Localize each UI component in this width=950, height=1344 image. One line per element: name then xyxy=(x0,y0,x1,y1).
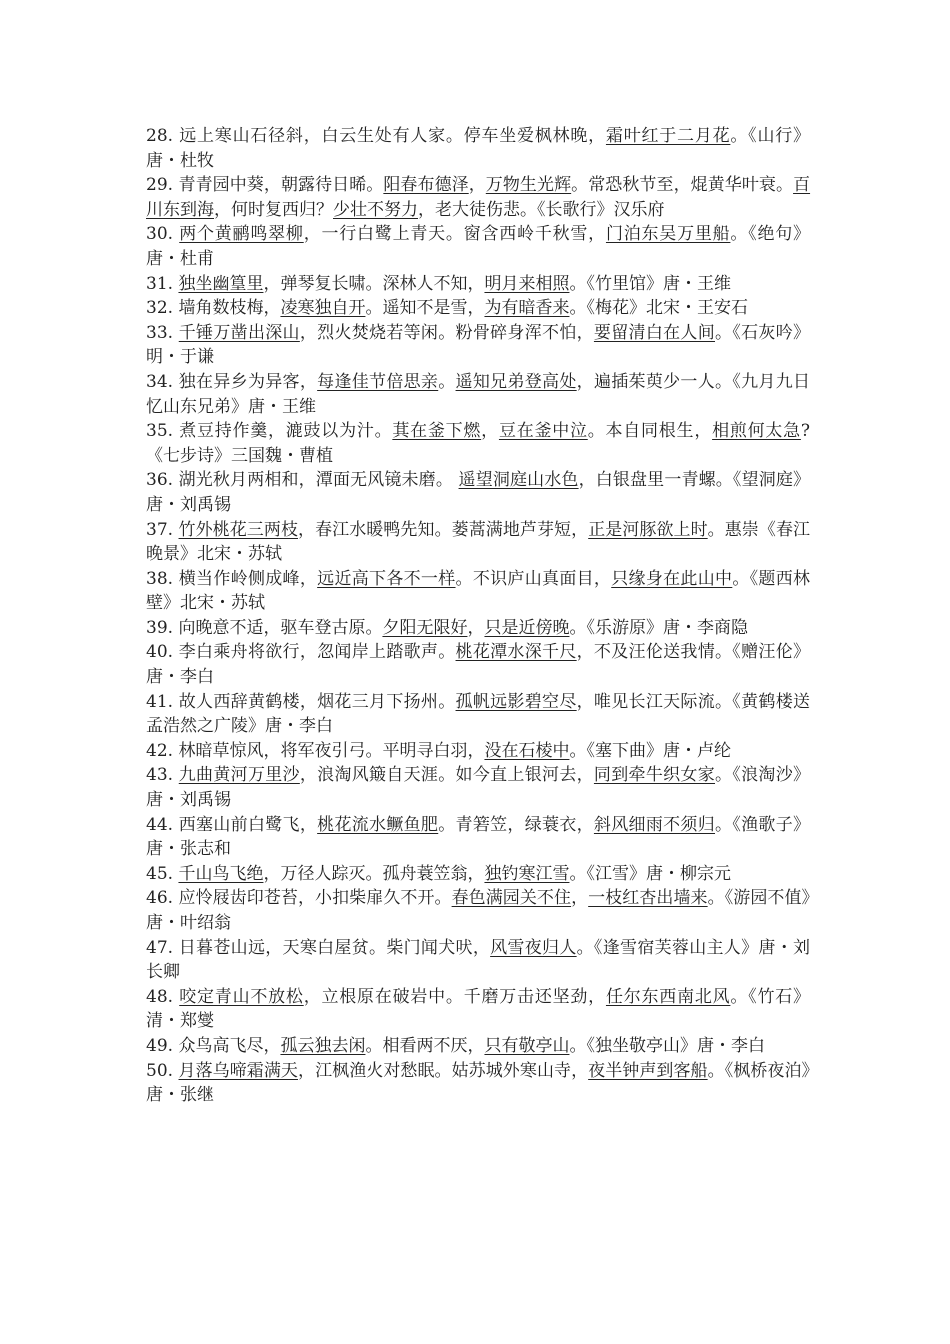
poem-number-dot: . xyxy=(167,937,179,958)
poem-entry xyxy=(146,1034,810,1059)
poem-text: 。《江雪》唐・柳宗元 xyxy=(569,863,731,884)
underlined-verse: 明月来相照 xyxy=(484,273,570,294)
underlined-verse: 只是近傍晚 xyxy=(484,617,570,638)
poem-text: 。惠崇《春江晚景》北宋・苏轼 xyxy=(146,519,811,565)
poem-text: ，遍插茱萸少一人。《九月九日忆山东兄弟》唐・王维 xyxy=(146,371,811,417)
poem-entry xyxy=(146,419,810,468)
poem-text: 煮豆持作羹，漉豉以为汁。 xyxy=(179,421,393,442)
poem-entry xyxy=(146,763,810,812)
underlined-verse: 月落乌啼霜满天 xyxy=(178,1060,298,1081)
poem-number-dot: . xyxy=(167,322,179,343)
poem-number-dot: . xyxy=(167,421,180,442)
poem-text: 墙角数枝梅， xyxy=(178,298,281,319)
poem-text: ，江枫渔火对愁眠。姑苏城外寒山寺， xyxy=(298,1060,589,1081)
poem-number-dot: . xyxy=(167,175,179,196)
poem-text: ， xyxy=(468,175,486,196)
poem-text: ，弹琴复长啸。深林人不知， xyxy=(263,273,485,294)
poem-text: 。《独坐敬亭山》唐・李白 xyxy=(569,1035,765,1056)
poem-number-dot: . xyxy=(167,1035,179,1056)
poem-entry xyxy=(146,690,810,739)
poem-entry xyxy=(146,862,810,887)
poem-number: 46 xyxy=(146,888,168,909)
poem-entry xyxy=(146,886,810,935)
poem-entry xyxy=(146,222,810,271)
poem-text: ， xyxy=(571,888,589,909)
poem-text: 。常恐秋节至，焜黄华叶衰。 xyxy=(571,175,794,196)
poem-text: ， xyxy=(481,421,499,442)
poem-number: 48 xyxy=(146,986,168,1007)
poem-entry xyxy=(146,296,810,321)
poem-entry xyxy=(146,370,810,419)
poem-number-dot: . xyxy=(167,814,179,835)
underlined-verse: 独坐幽篁里 xyxy=(178,273,264,294)
underlined-verse: 遥望洞庭山水色 xyxy=(458,470,579,491)
poem-text: 。《浪淘沙》唐・刘禹锡 xyxy=(146,765,811,811)
poem-number-dot: . xyxy=(167,1060,179,1081)
poem-number: 40 xyxy=(146,642,168,663)
poem-text: 。青箬笠，绿蓑衣， xyxy=(438,814,594,835)
underlined-verse: 阳春布德泽 xyxy=(383,175,469,196)
underlined-verse: 每逢佳节倍思亲 xyxy=(317,371,439,392)
underlined-verse: 咬定青山不放松 xyxy=(179,986,304,1007)
poem-text: 独在异乡为异客， xyxy=(178,371,318,392)
poem-text: ，万径人踪灭。孤舟蓑笠翁， xyxy=(263,863,485,884)
poem-entry xyxy=(146,813,810,862)
poem-text: 。《竹石》清・郑燮 xyxy=(146,986,811,1032)
underlined-verse: 斜风细雨不须归 xyxy=(593,814,716,835)
poem-text: 。《梅花》北宋・王安石 xyxy=(569,298,748,319)
poem-entry xyxy=(146,518,810,567)
underlined-verse: 夜半钟声到客船 xyxy=(588,1060,708,1081)
poem-entry xyxy=(146,739,810,764)
poem-text: ，烈火焚烧若等闲。粉骨碎身浑不怕， xyxy=(299,322,594,343)
poem-entry xyxy=(146,936,810,985)
poem-number-dot: . xyxy=(167,568,179,589)
poem-text: 故人西辞黄鹤楼，烟花三月下扬州。 xyxy=(178,691,456,712)
poem-text: 。《山行》唐・杜牧 xyxy=(146,126,811,171)
underlined-verse: 相煎何太急 xyxy=(712,421,801,442)
poem-number-dot: . xyxy=(167,371,179,392)
poem-number: 41 xyxy=(146,691,168,712)
poem-text: 。《塞下曲》唐・卢纶 xyxy=(569,740,731,761)
poem-list xyxy=(146,124,810,1108)
underlined-verse: 只有敬亭山 xyxy=(484,1035,570,1056)
underlined-verse: 凌寒独自开 xyxy=(280,298,366,319)
poem-text: ，一行白鹭上青天。窗含西岭千秋雪， xyxy=(303,224,606,245)
underlined-verse: 夕阳无限好 xyxy=(382,617,468,638)
underlined-verse: 正是河豚欲上时 xyxy=(588,519,708,540)
underlined-verse: 遥知兄弟登高处 xyxy=(455,371,577,392)
poem-entry xyxy=(146,272,810,297)
underlined-verse: 为有暗香来 xyxy=(484,298,570,319)
poem-number-dot: . xyxy=(167,470,179,491)
poem-entry xyxy=(146,321,810,370)
poem-number-dot: . xyxy=(167,224,180,245)
poem-text: 。《渔歌子》唐・张志和 xyxy=(146,814,811,860)
poem-text: 。本自同根生， xyxy=(587,421,713,442)
poem-text: 日暮苍山远，天寒白屋贫。柴门闻犬吠， xyxy=(178,937,491,958)
underlined-verse: 萁在釜下燃 xyxy=(392,421,482,442)
poem-entry xyxy=(146,468,810,517)
poem-number: 31 xyxy=(146,273,168,294)
poem-number-dot: . xyxy=(167,126,180,146)
underlined-verse: 一枝红杏出墙来 xyxy=(588,888,708,909)
poem-text: ，春江水暖鸭先知。蒌蒿满地芦芽短， xyxy=(298,519,589,540)
poem-number-dot: . xyxy=(167,986,180,1007)
poem-number: 35 xyxy=(146,421,168,442)
poem-text: 远上寒山石径斜，白云生处有人家。停车坐爱枫林晚， xyxy=(179,126,606,146)
underlined-verse: 远近高下各不一样 xyxy=(317,568,456,589)
poem-text: ，不及汪伦送我情。《赠汪伦》唐・李白 xyxy=(146,642,811,688)
poem-entry xyxy=(146,124,810,173)
poem-entry xyxy=(146,616,810,641)
underlined-verse: 要留清白在人间 xyxy=(593,322,716,343)
poem-number: 49 xyxy=(146,1035,168,1056)
underlined-verse: 桃花潭水深千尺 xyxy=(455,642,577,663)
underlined-verse: 孤云独去闲 xyxy=(280,1035,366,1056)
underlined-verse: 百川东到海 xyxy=(146,175,811,220)
poem-number: 29 xyxy=(146,175,168,196)
poem-text: 。《绝句》唐・杜甫 xyxy=(146,224,811,269)
poem-number: 36 xyxy=(146,470,168,491)
underlined-verse: 门泊东吴万里船 xyxy=(605,224,731,245)
underlined-verse: 春色满园关不住 xyxy=(451,888,572,909)
poem-text: 。 xyxy=(438,371,456,392)
poem-entry xyxy=(146,173,810,222)
poem-text: 西塞山前白鹭飞， xyxy=(178,814,318,835)
poem-text: 。《石灰吟》明・于谦 xyxy=(146,322,811,368)
poem-number-dot: . xyxy=(167,765,179,786)
poem-text: 。《逢雪宿芙蓉山主人》唐・刘长卿 xyxy=(146,937,811,983)
underlined-verse: 千锤万凿出深山 xyxy=(178,322,300,343)
poem-entry xyxy=(146,1059,810,1108)
poem-text: 。《游园不值》唐・叶绍翁 xyxy=(146,888,811,933)
poem-text: ?《七步诗》三国魏・曹植 xyxy=(146,421,811,466)
underlined-verse: 九曲黄河万里沙 xyxy=(178,765,300,786)
underlined-verse: 少壮不努力 xyxy=(333,199,418,220)
poem-number: 47 xyxy=(146,937,168,958)
poem-text: 横当作岭侧成峰， xyxy=(178,568,318,589)
poem-number: 30 xyxy=(146,224,168,245)
poem-text: 向晚意不适，驱车登古原。 xyxy=(178,617,383,638)
underlined-verse: 只缘身在此山中 xyxy=(611,568,733,589)
poem-text: ，老大徒伤悲。《长歌行》汉乐府 xyxy=(418,199,665,220)
underlined-verse: 同到牵牛织女家 xyxy=(593,765,716,786)
poem-text: 。遥知不是雪， xyxy=(365,298,485,319)
poem-number: 37 xyxy=(146,519,168,540)
poem-text: 众鸟高飞尽， xyxy=(178,1035,281,1056)
poem-number-dot: . xyxy=(167,691,179,712)
poem-number: 32 xyxy=(146,298,168,319)
underlined-verse: 桃花流水鳜鱼肥 xyxy=(317,814,439,835)
poem-text: 。《枫桥夜泊》唐・张继 xyxy=(146,1060,811,1106)
poem-entry xyxy=(146,640,810,689)
underlined-verse: 风雪夜归人 xyxy=(490,937,577,958)
poem-number: 39 xyxy=(146,617,168,638)
poem-text: 林暗草惊风，将军夜引弓。平明寻白羽， xyxy=(178,740,485,761)
poem-text: 。《题西林壁》北宋・苏轼 xyxy=(146,568,811,614)
poem-number-dot: . xyxy=(167,273,179,294)
poem-number-dot: . xyxy=(167,298,179,319)
poem-number: 33 xyxy=(146,322,168,343)
poem-text: ，浪淘风簸自天涯。如今直上银河去， xyxy=(299,765,594,786)
underlined-verse: 独钓寒江雪 xyxy=(484,863,570,884)
underlined-verse: 万物生光辉 xyxy=(485,175,572,196)
poem-text: 应怜屐齿印苍苔，小扣柴扉久不开。 xyxy=(178,888,452,909)
poem-text: 。《乐游原》唐・李商隐 xyxy=(569,617,748,638)
poem-text: ，何时复西归？ xyxy=(214,199,333,220)
poem-text: 青青园中葵，朝露待日晞。 xyxy=(178,175,384,196)
underlined-verse: 孤帆远影碧空尽 xyxy=(455,691,577,712)
underlined-verse: 没在石棱中 xyxy=(484,740,570,761)
poem-number-dot: . xyxy=(167,519,179,540)
poem-number-dot: . xyxy=(167,740,179,761)
poem-number: 34 xyxy=(146,371,168,392)
underlined-verse: 千山鸟飞绝 xyxy=(178,863,264,884)
poem-entry xyxy=(146,985,810,1034)
poem-number: 38 xyxy=(146,568,168,589)
poem-number: 50 xyxy=(146,1060,168,1081)
poem-text: 。《竹里馆》唐・王维 xyxy=(569,273,731,294)
poem-number: 43 xyxy=(146,765,168,786)
poem-text: ， xyxy=(467,617,485,638)
poem-number-dot: . xyxy=(167,617,179,638)
poem-text: ，立根原在破岩中。千磨万击还坚劲， xyxy=(303,986,606,1007)
poem-number: 44 xyxy=(146,814,168,835)
underlined-verse: 豆在釜中泣 xyxy=(498,421,588,442)
poem-number-dot: . xyxy=(167,863,179,884)
underlined-verse: 两个黄鹂鸣翠柳 xyxy=(179,224,304,245)
underlined-verse: 任尔东西南北风 xyxy=(605,986,731,1007)
poem-text: ，唯见长江天际流。《黄鹤楼送孟浩然之广陵》唐・李白 xyxy=(146,691,811,737)
poem-text: 李白乘舟将欲行，忽闻岸上踏歌声。 xyxy=(178,642,456,663)
poem-entry xyxy=(146,567,810,616)
poem-number: 28 xyxy=(146,126,168,146)
poem-number: 45 xyxy=(146,863,168,884)
poem-number: 42 xyxy=(146,740,168,761)
poem-text: 。不识庐山真面目， xyxy=(455,568,612,589)
underlined-verse: 霜叶红于二月花 xyxy=(605,126,731,146)
poem-text: ，白银盘里一青螺。《望洞庭》唐・刘禹锡 xyxy=(146,470,811,515)
poem-text: 湖光秋月两相和，潭面无风镜未磨。 xyxy=(178,470,459,491)
underlined-verse: 竹外桃花三两枝 xyxy=(178,519,299,540)
poem-number-dot: . xyxy=(167,642,179,663)
poem-text: 。相看两不厌， xyxy=(365,1035,485,1056)
poem-number-dot: . xyxy=(167,888,179,909)
